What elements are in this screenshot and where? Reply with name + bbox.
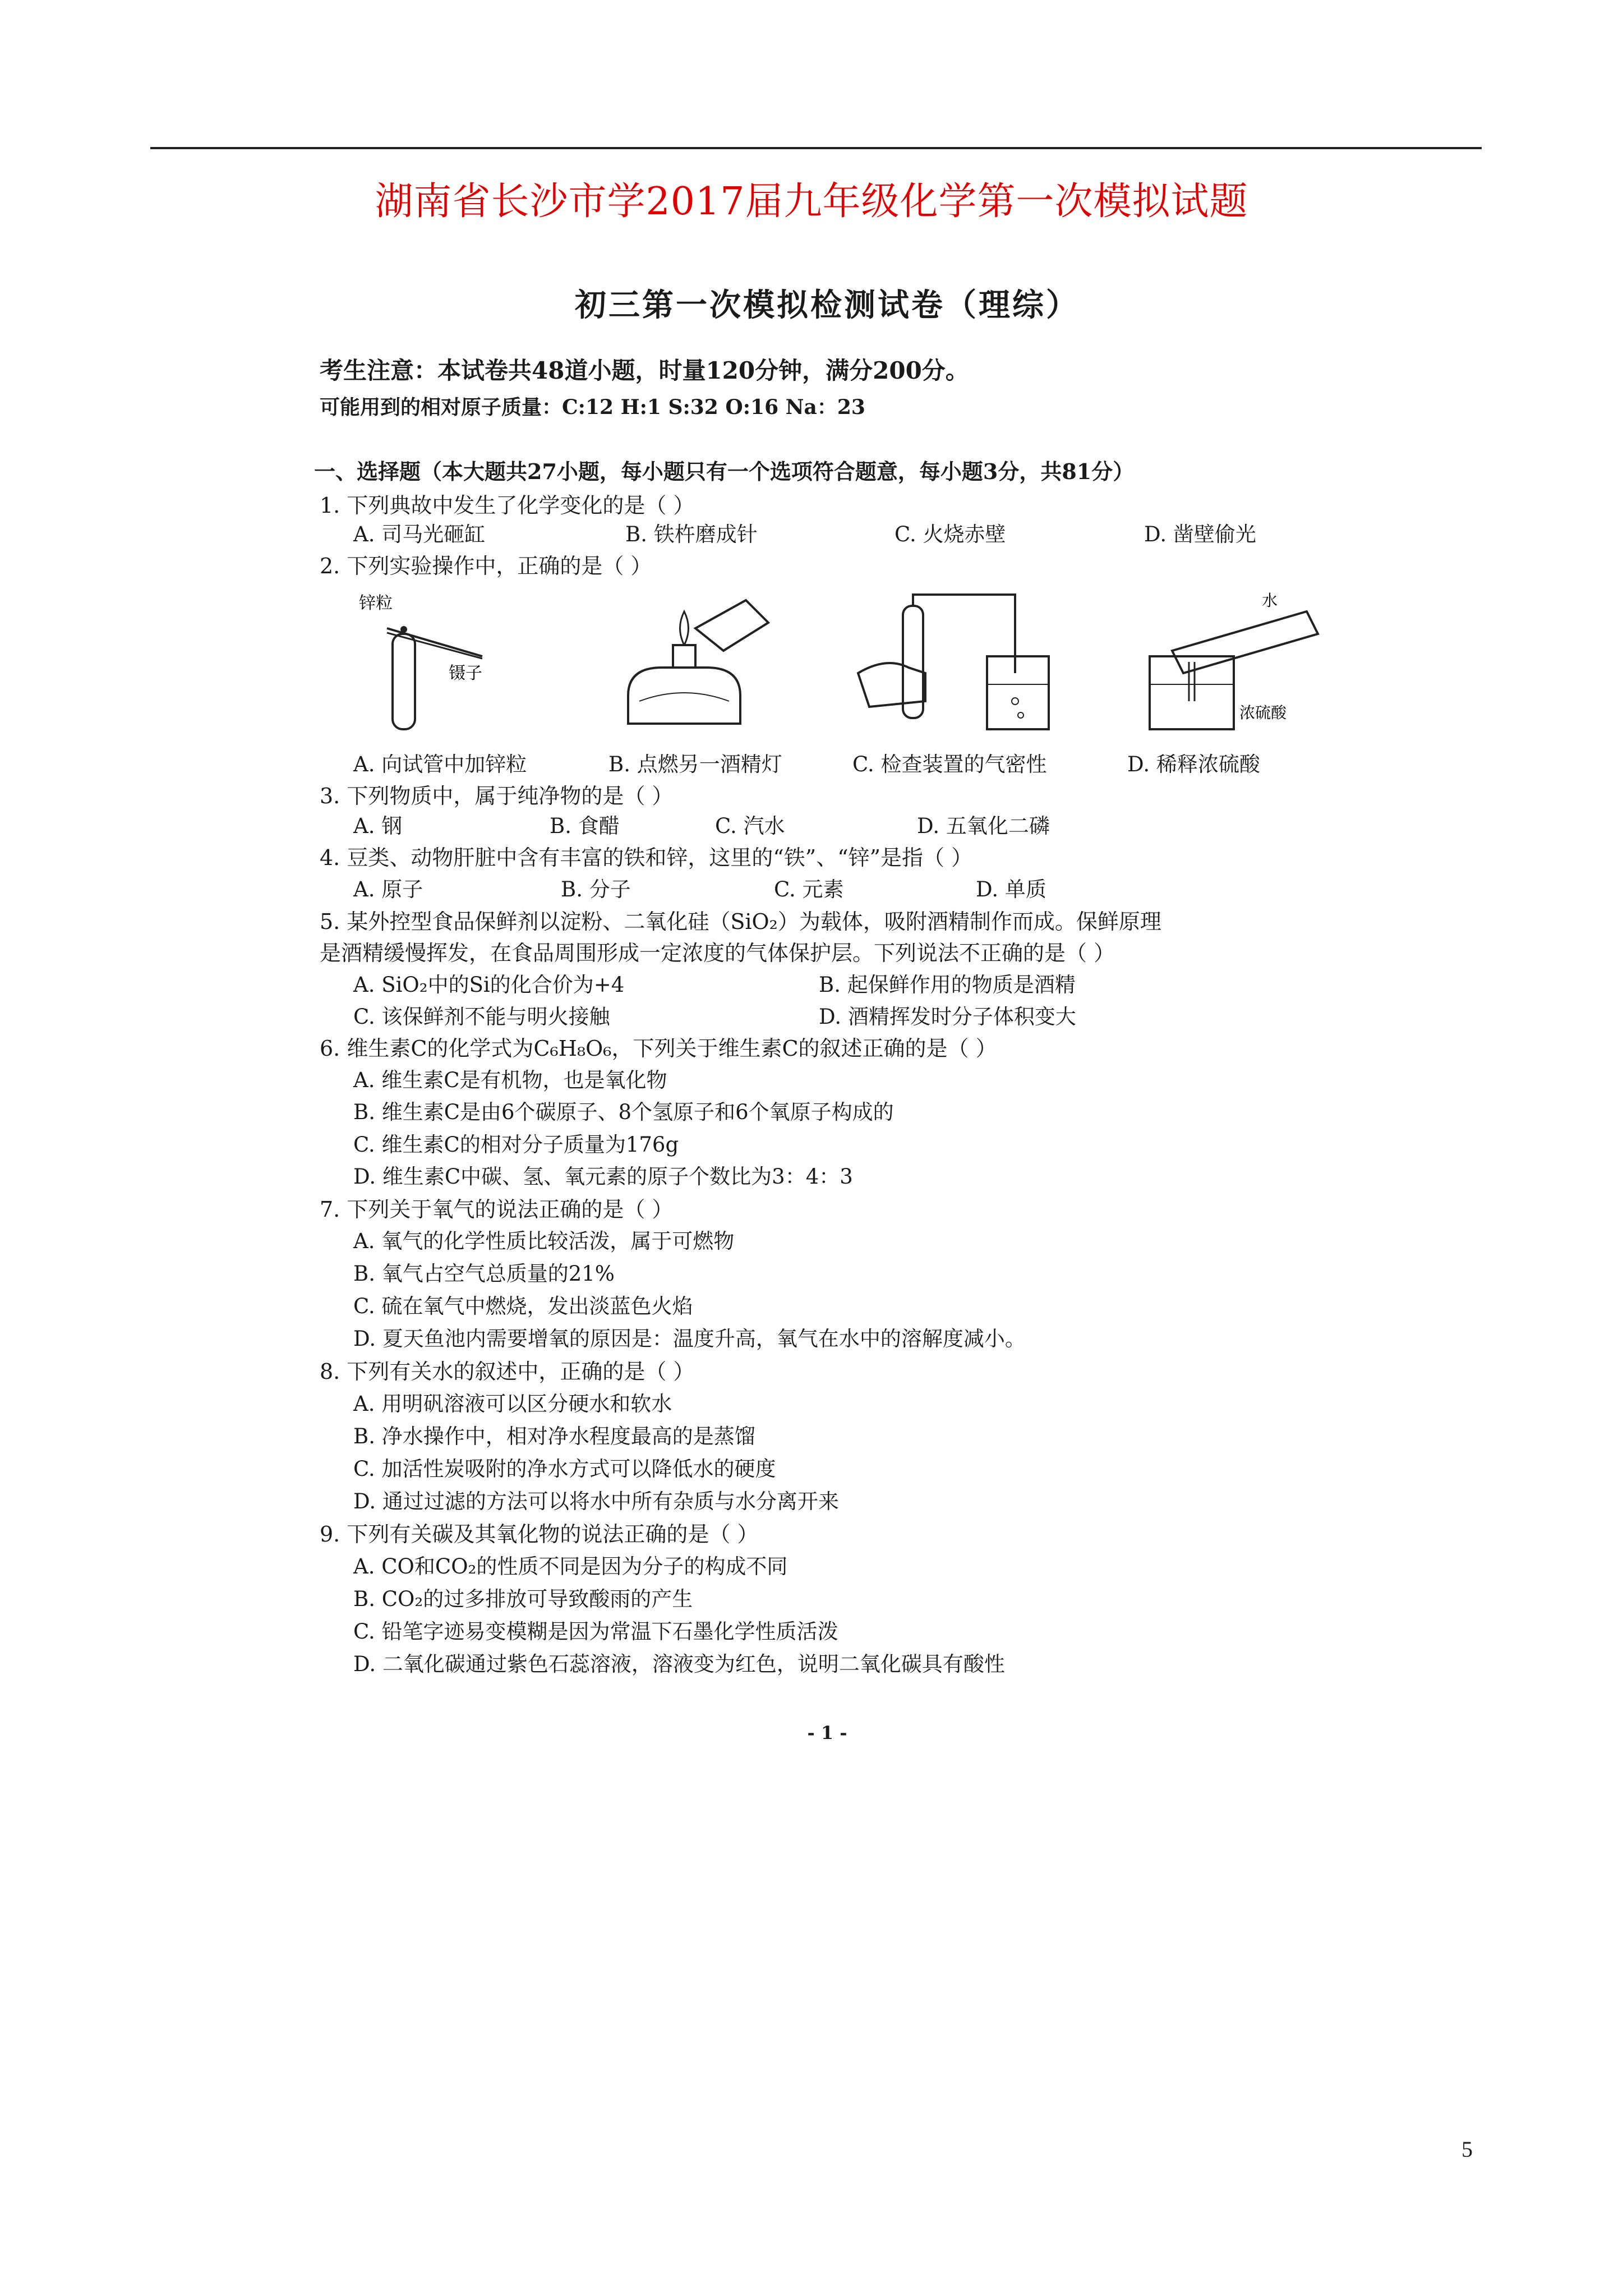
question-6-option-b: B. 维生素C是由6个碳原子、8个氢原子和6个氧原子构成的 xyxy=(353,1100,894,1124)
figure-airtightness-check xyxy=(847,589,1071,735)
question-3-option-a: A. 钢 xyxy=(353,814,403,838)
question-3-option-b: B. 食醋 xyxy=(550,814,620,838)
question-3-option-d: D. 五氧化二磷 xyxy=(917,814,1050,838)
question-8-stem: 8. 下列有关水的叙述中，正确的是（ ） xyxy=(320,1359,695,1384)
question-8-option-a: A. 用明矾溶液可以区分硬水和软水 xyxy=(353,1392,672,1416)
question-2-option-d: D. 稀释浓硫酸 xyxy=(1127,752,1260,776)
label-water: 水 xyxy=(1262,591,1278,610)
question-5-stem: 5. 某外控型食品保鲜剂以淀粉、二氧化硅（SiO₂）为载体，吸附酒精制作而成。保鲜原理 xyxy=(320,909,1161,934)
question-9-option-a: A. CO和CO₂的性质不同是因为分子的构成不同 xyxy=(353,1554,788,1579)
section-heading: 一、选择题（本大题共27小题，每小题只有一个选项符合题意，每小题3分，共81分） xyxy=(314,459,1135,484)
question-2-option-b: B. 点燃另一酒精灯 xyxy=(608,752,782,776)
test-tube-zinc-drawing xyxy=(353,589,522,735)
question-7-option-a: A. 氧气的化学性质比较活泼，属于可燃物 xyxy=(353,1229,735,1253)
inner-page-number: - 1 - xyxy=(807,1722,847,1743)
question-4-option-d: D. 单质 xyxy=(976,877,1046,901)
question-5-stem-continued: 是酒精缓慢挥发，在食品周围形成一定浓度的气体保护层。下列说法不正确的是（ ） xyxy=(320,941,1115,965)
question-1-option-b: B. 铁杵磨成针 xyxy=(625,522,758,546)
question-8-option-d: D. 通过过滤的方法可以将水中所有杂质与水分离开来 xyxy=(353,1489,839,1513)
question-6-option-a: A. 维生素C是有机物，也是氧化物 xyxy=(353,1068,667,1092)
document-title: 湖南省长沙市学2017届九年级化学第一次模拟试题 xyxy=(375,180,1248,224)
question-3-option-c: C. 汽水 xyxy=(715,814,785,838)
question-5-option-c: C. 该保鲜剂不能与明火接触 xyxy=(353,1005,610,1029)
label-tweezers: 镊子 xyxy=(449,664,482,683)
question-4-option-a: A. 原子 xyxy=(353,877,423,901)
question-7-option-d: D. 夏天鱼池内需要增氧的原因是：温度升高，氧气在水中的溶解度减小。 xyxy=(353,1327,1026,1351)
question-1-option-d: D. 凿壁偷光 xyxy=(1144,522,1256,546)
question-3-stem: 3. 下列物质中，属于纯净物的是（ ） xyxy=(320,784,674,808)
airtightness-drawing xyxy=(847,589,1071,735)
figure-alcohol-lamp xyxy=(606,589,774,735)
exam-notice: 考生注意：本试卷共48道小题，时量120分钟，满分200分。 xyxy=(320,357,969,384)
figure-dilute-acid xyxy=(1138,589,1340,735)
question-9-option-d: D. 二氧化碳通过紫色石蕊溶液，溶液变为红色，说明二氧化碳具有酸性 xyxy=(353,1652,1005,1676)
question-5-option-a: A. SiO₂中的Si的化合价为+4 xyxy=(353,973,625,997)
page-number: 5 xyxy=(1461,2137,1473,2162)
label-zinc: 锌粒 xyxy=(359,593,393,613)
question-6-stem: 6. 维生素C的化学式为C₆H₈O₆，下列关于维生素C的叙述正确的是（ ） xyxy=(320,1036,997,1061)
question-9-option-c: C. 铅笔字迹易变模糊是因为常温下石墨化学性质活泼 xyxy=(353,1619,838,1644)
header-rule xyxy=(150,147,1482,149)
label-acid: 浓硫酸 xyxy=(1239,703,1287,722)
question-2-option-a: A. 向试管中加锌粒 xyxy=(353,752,527,776)
question-8-option-c: C. 加活性炭吸附的净水方式可以降低水的硬度 xyxy=(353,1457,776,1481)
question-1-stem: 1. 下列典故中发生了化学变化的是（ ） xyxy=(320,493,695,518)
question-1-option-c: C. 火烧赤壁 xyxy=(895,522,1006,546)
question-7-stem: 7. 下列关于氧气的说法正确的是（ ） xyxy=(320,1197,674,1222)
question-9-option-b: B. CO₂的过多排放可导致酸雨的产生 xyxy=(353,1587,693,1611)
question-7-option-c: C. 硫在氧气中燃烧，发出淡蓝色火焰 xyxy=(353,1294,693,1318)
scanned-exam-page xyxy=(314,264,1340,1778)
alcohol-lamp-drawing xyxy=(606,589,774,735)
question-6-option-d: D. 维生素C中碳、氢、氧元素的原子个数比为3：4：3 xyxy=(353,1165,853,1189)
question-1-option-a: A. 司马光砸缸 xyxy=(353,522,486,546)
question-5-option-d: D. 酒精挥发时分子体积变大 xyxy=(819,1005,1076,1029)
question-8-option-b: B. 净水操作中，相对净水程度最高的是蒸馏 xyxy=(353,1424,755,1448)
question-4-option-b: B. 分子 xyxy=(561,877,631,901)
question-4-option-c: C. 元素 xyxy=(774,877,844,901)
question-2-stem: 2. 下列实验操作中，正确的是（ ） xyxy=(320,554,652,578)
question-5-option-b: B. 起保鲜作用的物质是酒精 xyxy=(819,973,1076,997)
question-2-figures xyxy=(353,589,1340,735)
figure-test-tube-zinc xyxy=(353,589,522,735)
question-9-stem: 9. 下列有关碳及其氧化物的说法正确的是（ ） xyxy=(320,1522,759,1547)
question-4-stem: 4. 豆类、动物肝脏中含有丰富的铁和锌，这里的“铁”、“锌”是指（ ） xyxy=(320,845,973,870)
question-2-option-c: C. 检查装置的气密性 xyxy=(852,752,1047,776)
atomic-masses: 可能用到的相对原子质量：C:12 H:1 S:32 O:16 Na：23 xyxy=(320,395,865,419)
question-6-option-c: C. 维生素C的相对分子质量为176g xyxy=(353,1133,679,1157)
dilute-acid-drawing xyxy=(1138,589,1340,735)
exam-title: 初三第一次模拟检测试卷（理综） xyxy=(575,287,1080,324)
question-7-option-b: B. 氧气占空气总质量的21% xyxy=(353,1262,615,1286)
